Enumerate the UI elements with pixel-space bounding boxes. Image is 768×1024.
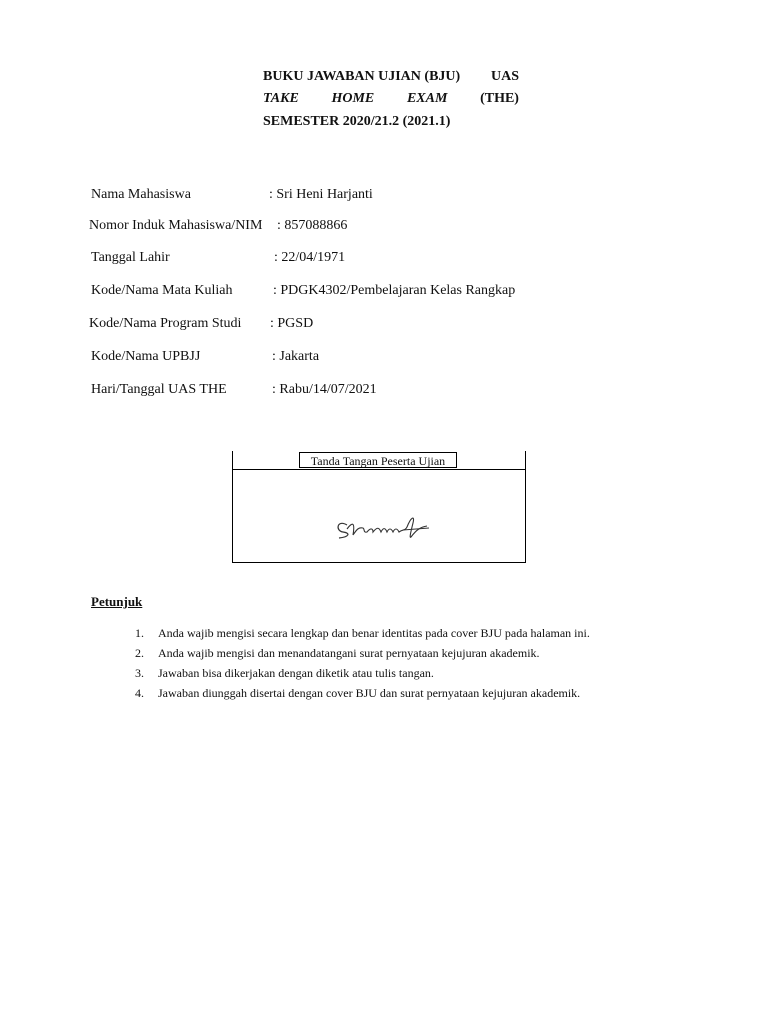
title-exam: EXAM (406, 91, 448, 106)
list-item-text: Anda wajib mengisi dan menandatangani surat pernyataan kejujuran akademik. (158, 646, 540, 660)
list-item-number: 3. (135, 666, 144, 680)
signature-caption: Tanda Tangan Peserta Ujian (299, 452, 457, 468)
title-home: HOME (331, 91, 375, 106)
instructions-heading: Petunjuk (91, 594, 143, 609)
identity-label: Nama Mahasiswa (91, 187, 191, 202)
identity-label: Kode/Nama UPBJJ (91, 349, 201, 364)
instructions-list (135, 624, 735, 704)
identity-label: Kode/Nama Program Studi (89, 316, 242, 331)
identity-label: Kode/Nama Mata Kuliah (91, 283, 233, 298)
list-item-number: 2. (135, 646, 144, 660)
identity-value: : PGSD (270, 316, 314, 331)
identity-value: : PDGK4302/Pembelajaran Kelas Rangkap (273, 283, 516, 298)
signature-image (333, 511, 443, 543)
identity-label: Tanggal Lahir (91, 250, 170, 265)
identity-value: : 22/04/1971 (274, 250, 346, 265)
identity-value: : 857088866 (277, 218, 348, 233)
title-bju: BUKU JAWABAN UJIAN (BJU) (263, 69, 461, 84)
list-item (135, 624, 735, 644)
list-item-text: Anda wajib mengisi secara lengkap dan benar identitas pada cover BJU pada halaman ini. (158, 626, 590, 640)
list-item-text: Jawaban diunggah disertai dengan cover BJU dan surat pernyataan kejujuran akademik. (158, 686, 581, 700)
identity-label: Hari/Tanggal UAS THE (91, 382, 227, 397)
signature-box (232, 451, 526, 563)
list-item-text: Jawaban bisa dikerjakan dengan diketik atau tulis tangan. (158, 666, 434, 680)
list-item (135, 644, 735, 664)
title-line-2 (263, 89, 519, 109)
identity-value: : Sri Heni Harjanti (269, 187, 373, 202)
identity-value: : Jakarta (272, 349, 320, 364)
signature-box-divider (233, 469, 525, 470)
title-uas: UAS (490, 69, 519, 84)
list-item-number: 4. (135, 686, 144, 700)
list-item (135, 664, 735, 684)
title-semester: SEMESTER 2020/21.2 (2021.1) (263, 114, 451, 129)
title-take: TAKE (263, 91, 299, 106)
list-item-number: 1. (135, 626, 144, 640)
title-the: (THE) (480, 91, 519, 106)
title-line-1 (263, 67, 519, 87)
identity-value: : Rabu/14/07/2021 (272, 382, 377, 397)
list-item (135, 684, 735, 704)
identity-label: Nomor Induk Mahasiswa/NIM (89, 218, 263, 233)
